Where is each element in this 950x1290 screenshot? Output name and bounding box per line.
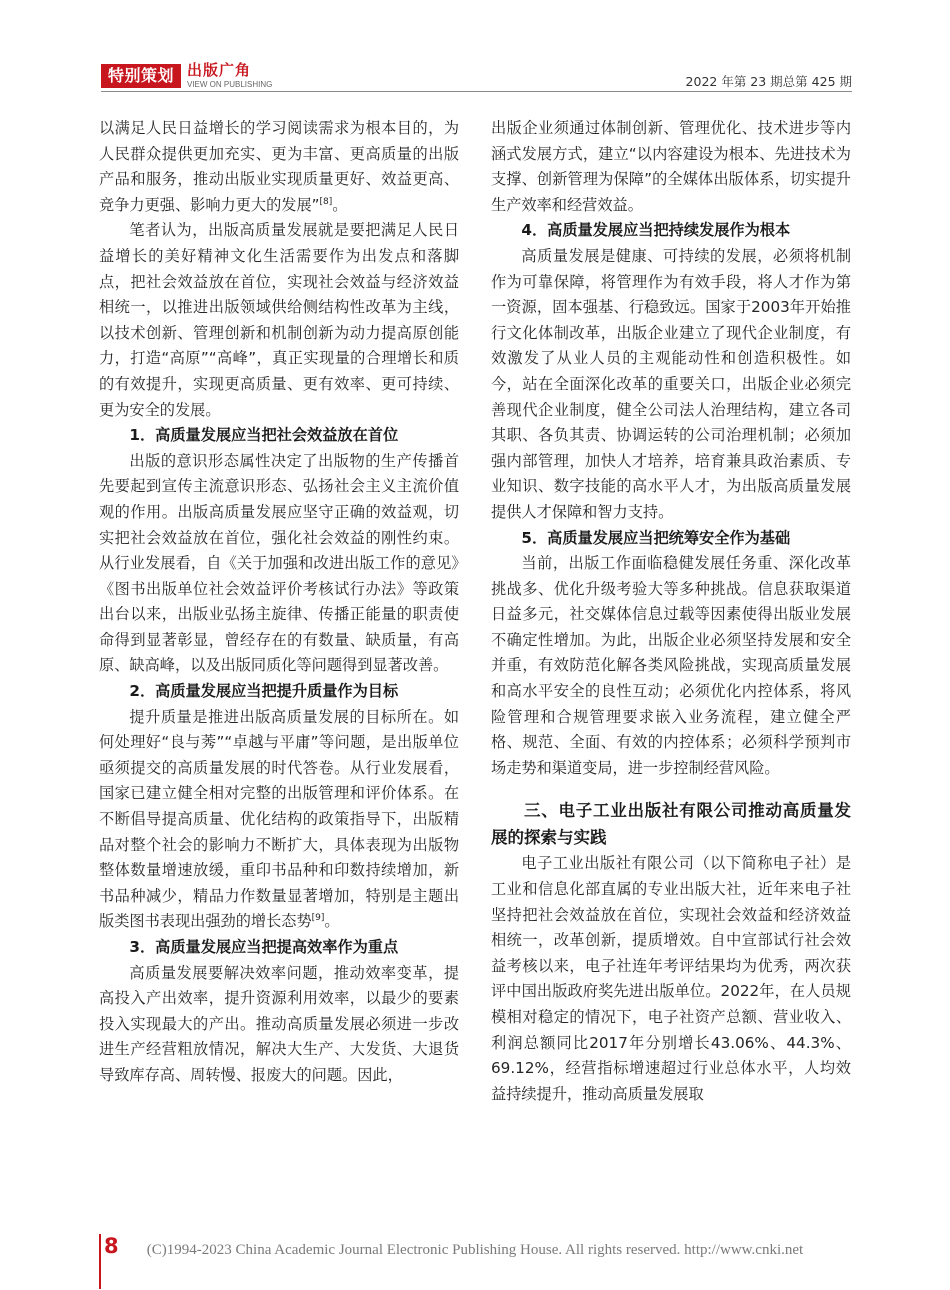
citation-ref: [8] [319,196,333,207]
citation-ref: [9] [311,913,325,924]
right-column [491,116,851,1107]
paragraph: 当前，出版工作面临稳健发展任务重、深化改革挑战多、优化升级考验大等多种挑战。信息获取渠道日益多元，社交媒体信息过载等因素使得出版业发展不确定性增加。为此，出版企业必须坚持发展和安全并重，有效防范化解各类风险挑战，实现高质量发展和高水平安全的良性互动；必须优化内控体系，将风险管理和合规管理要求嵌入业务流程，建立健全严格、规范、全面、有效的内控体系；必须科学预判市场走势和渠道变局，进一步控制经营风险。 [491,554,851,777]
subheading: 4．高质量发展应当把持续发展作为根本 [521,221,791,240]
paragraph: 笔者认为，出版高质量发展就是要把满足人民日益增长的美好精神文化生活需要作为出发点和落脚点，把社会效益放在首位，实现社会效益与经济效益相统一，以推进出版领域供给侧结构性改革为主线，以技术创新、管理创新和机制创新为动力提高原创能力，打造“高原”“高峰”，真正实现量的合理增长和质的有效提升，实现更高质量、更有效率、更可持续、更为安全的发展。 [99,221,459,419]
paragraph: 出版企业须通过体制创新、管理优化、技术进步等内涵式发展方式，建立“以内容建设为根本、先进技术为支撑、创新管理为保障”的全媒体出版体系，切实提升生产效率和经营效益。 [491,119,851,214]
left-column [99,116,459,1089]
paragraph: 提升质量是推进出版高质量发展的目标所在。如何处理好“良与莠”“卓越与平庸”等问题，是出版单位亟须提交的高质量发展的时代答卷。从行业发展看，国家已建立健全相对完整的出版管理和评价体系。在不断倡导提高质量、优化结构的政策指导下，出版精品对整个社会的影响力不断扩大，具体表现为出版物整体数量增速放缓，重印书品种和印数持续增加，新书品种减少，精品力作数量显著增加，特别是主题出版类图书表现出强劲的增长态势[9]。 [99,707,459,931]
paragraph: 电子工业出版社有限公司（以下简称电子社）是工业和信息化部直属的专业出版大社，近年来电子社坚持把社会效益放在首位，实现社会效益和经济效益相统一，改革创新，提质增效。自中宣部试行社会效益考核以来，电子社连年考评结果均为优秀，两次获评中国出版政府奖先进出版单位。2022年，在人员规模相对稳定的情况下，电子社资产总额、营业收入、利润总额同比2017年分别增长43.06%、44.3%、69.12%，经营指标增速超过行业总体水平，人均效益持续提升，推动高质量发展取 [491,854,851,1103]
paragraph: 出版的意识形态属性决定了出版物的生产传播首先要起到宣传主流意识形态、弘扬社会主义主流价值观的作用。出版高质量发展应坚守正确的效益观，切实把社会效益放在首位，强化社会效益的刚性约束。从行业发展看，自《关于加强和改进出版工作的意见》《图书出版单位社会效益评价考核试行办法》等政策出台以来，出版业弘扬主旋律、传播正能量的职责使命得到显著彰显，曾经存在的有数量、缺质量，有高原、缺高峰，以及出版同质化等问题得到显著改善。 [99,451,459,675]
subheading: 5．高质量发展应当把统筹安全作为基础 [521,528,791,547]
subheading: 1．高质量发展应当把社会效益放在首位 [129,426,399,445]
journal-name-en: VIEW ON PUBLISHING [187,80,273,89]
section-badge: 特别策划 [101,64,181,88]
subheading: 2．高质量发展应当把提升质量作为目标 [129,682,399,701]
page-number: 8 [104,1234,119,1258]
issue-info: 2022 年第 23 期总第 425 期 [685,74,852,89]
journal-name-cn: 出版广角 [187,61,252,79]
section-heading: 三、电子工业出版社有限公司推动高质量发展的探索与实践 [491,801,851,848]
paragraph: 高质量发展要解决效率问题，推动效率变革，提高投入产出效率，提升资源利用效率，以最少的要素投入实现最大的产出。推动高质量发展必须进一步改进生产经营粗放情况，解决大生产、大发货、大退货导致库存高、周转慢、报废大的问题。因此， [99,963,459,1084]
header-divider [101,91,852,92]
paragraph: 以满足人民日益增长的学习阅读需求为根本目的，为人民群众提供更加充实、更为丰富、更高质量的出版产品和服务，推动出版业实现质量更好、效益更高、竞争力更强、影响力更大的发展”[8]。 [99,119,459,214]
subheading: 3．高质量发展应当把提高效率作为重点 [129,938,399,956]
paragraph: 高质量发展是健康、可持续的发展，必须将机制作为可靠保障，将管理作为有效手段，将人才作为第一资源，固本强基、行稳致远。国家于2003年开始推行文化体制改革，出版企业建立了现代企业制度，有效激发了从业人员的主观能动性和创造积极性。如今，站在全面深化改革的重要关口，出版企业必须完善现代企业制度，健全公司法人治理结构，建立各司其职、各负其责、协调运转的公司治理机制；必须加强内部管理，加快人才培养，培育兼具政治素质、专业知识、数字技能的高水平人才，为出版高质量发展提供人才保障和智力支持。 [491,246,851,521]
copyright-watermark: (C)1994-2023 China Academic Journal Electronic Publishing House. All rights reserved. http://www.cnki.net [146,1242,804,1258]
page-header [101,60,852,92]
journal-brand [187,62,272,90]
